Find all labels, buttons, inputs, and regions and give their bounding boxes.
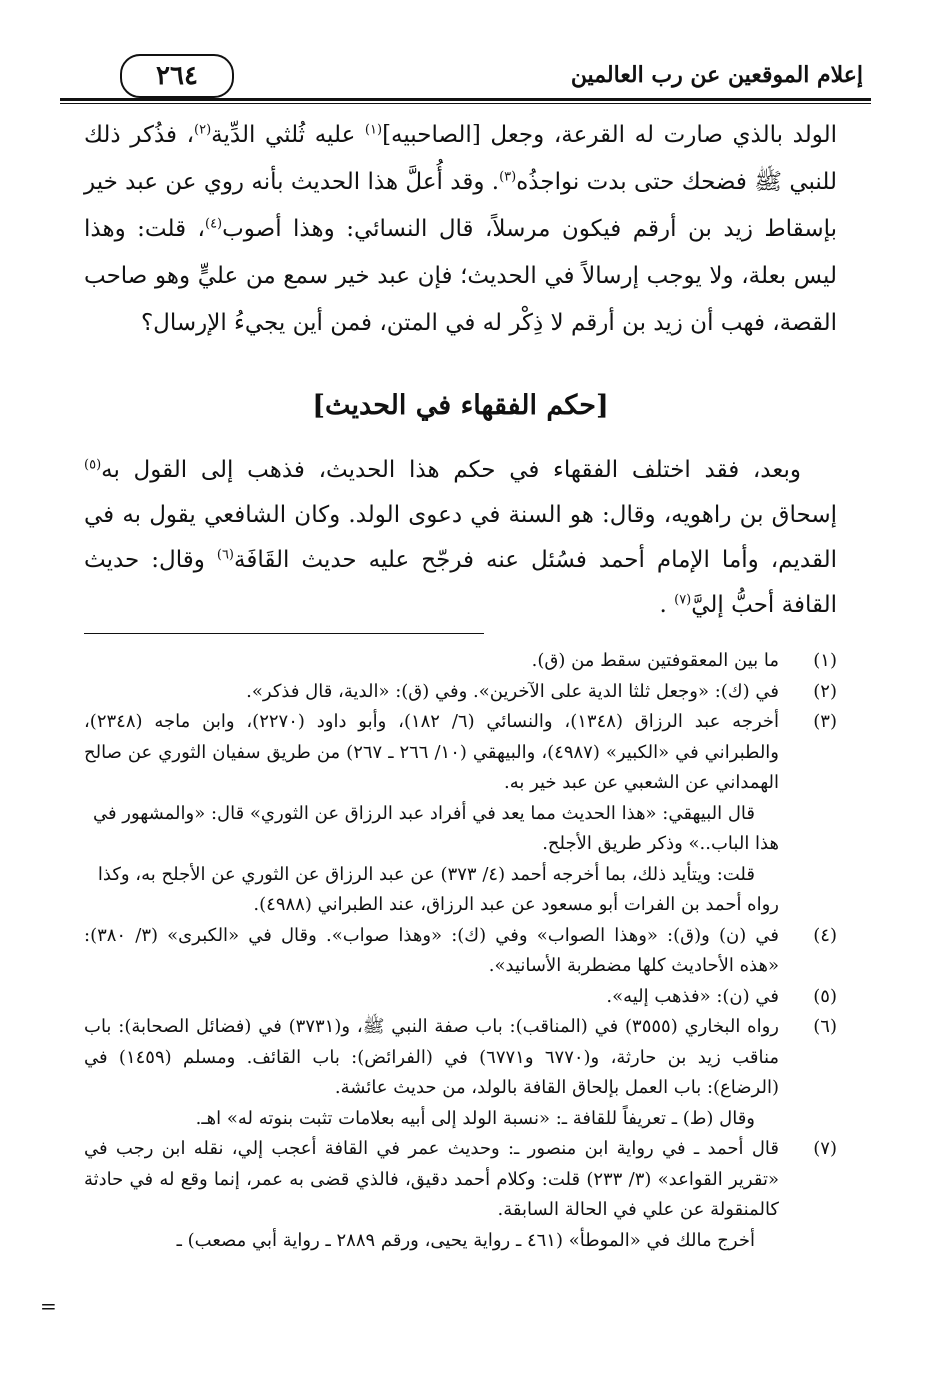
footnote-number: (٤)	[813, 924, 837, 946]
footnote-text: رواه البخاري (٣٥٥٥) في (المناقب): باب صفة النبي ﷺ، و(٣٧٣١) في (فضائل الصحابة): باب مناقب زيد بن حارثة، و(٦٧٧٠ و٦٧٧١) في (الفرائض): باب القائف. ومسلم (١٤٥٩) في (الرضاع): باب العمل بإلحاق القافة بالولد، من حديث عائشة.	[84, 1016, 780, 1098]
footnote-text: أخرج مالك في «الموطأ» (٤٦١ ـ رواية يحيى، ورقم ٢٨٨٩ ـ رواية أبي مصعب) ـ	[176, 1229, 755, 1251]
main-text	[84, 112, 837, 347]
footnote-ref[interactable]: (٥)	[84, 457, 102, 473]
footnote	[84, 921, 837, 982]
text-run: .	[659, 592, 675, 618]
footnote-text: ما بين المعقوفتين سقط من (ق).	[531, 650, 779, 671]
footnote-ref[interactable]: (٣)	[499, 169, 517, 185]
running-header	[60, 56, 871, 100]
paragraph	[84, 448, 837, 628]
footnote-text: في (ن): «فذهب إليه».	[606, 985, 779, 1007]
footnote-number: (٣)	[813, 711, 837, 732]
text-run: ، فذُكر ذلك للنبي ﷺ فضحك حتى بدت نواجذُه	[84, 122, 837, 195]
footnote-number: (٦)	[813, 1016, 837, 1037]
footnote-number: (١)	[813, 650, 837, 671]
section-heading: [حكم الفقهاء في الحديث]	[312, 390, 609, 421]
header-rule	[60, 98, 871, 101]
text-run: عليه ثُلثي الدِّية	[211, 122, 365, 148]
text-run: ، قلت: وهذا ليس بعلة، ولا يوجب إرسالاً في الحديث؛ فإن عبد خير سمع من عليٍّ وهو صاحب القصة، فهب أن زيد بن أرقم لا ذِكْر له في المتن، فمن أين يجيءُ الإرسال؟	[84, 216, 837, 336]
paragraph	[84, 112, 837, 347]
footnote-text: قلت: ويتأيد ذلك، بما أخرجه أحمد (٤/ ٣٧٣) عن عبد الرزاق عن الثوري عن الأجلح به، وكذا رواه أحمد بن الفرات أبو مسعود عن عبد الرزاق، عند الطبراني (٤٩٨٨).	[97, 863, 779, 915]
continuation-mark: =	[40, 1294, 57, 1318]
text-run: إسحاق بن راهويه، وقال: هو السنة في دعوى الولد. وكان الشافعي يقول به في القديم، وأما الإمام أحمد فسُئل عنه فرجّح عليه حديث القَافَة	[84, 502, 837, 573]
header-rule-thin	[60, 103, 871, 104]
footnote	[84, 707, 837, 921]
footnote-ref[interactable]: (٦)	[216, 547, 234, 563]
text-run: الولد بالذي صارت له القرعة، وجعل [الصاحبيه]	[382, 122, 837, 148]
footnote	[84, 646, 837, 677]
footnote-number: (٧)	[813, 1138, 837, 1159]
footnote	[84, 1134, 837, 1256]
footnote-ref[interactable]: (٤)	[204, 216, 223, 232]
footnote-text: وقال (ط) ـ تعريفاً للقافة ـ: «نسبة الولد إلى أبيه بعلامات تثبت بنوته له» اهـ.	[195, 1107, 755, 1129]
footnote	[84, 1012, 837, 1134]
text-run: . وقد أُعلَّ هذا الحديث بأنه روي عن عبد خير بإسقاط زيد بن أرقم فيكون مرسلاً، قال النسائي: وهذا أصوب	[84, 169, 838, 242]
footnote-ref[interactable]: (٢)	[194, 122, 212, 138]
footnote-number: (٥)	[813, 985, 837, 1007]
main-text-2	[84, 448, 837, 628]
footnote-text: في (ك): «وجعل ثلثا الدية على الآخرين». وفي (ق): «الدية، قال فذكر».	[246, 680, 779, 702]
page-number: ٢٦٤	[120, 54, 234, 98]
footnote-separator	[84, 633, 484, 634]
footnote-ref[interactable]: (٧)	[674, 592, 692, 608]
footnote-text: في (ن) و(ق): «وهذا الصواب» وفي (ك): «وهذا صواب». وقال في «الكبرى» (٣/ ٣٨٠): «هذه الأحاديث كلها مضطربة الأسانيد».	[84, 924, 779, 976]
footnote-text: قال أحمد ـ في رواية ابن منصور ـ: وحديث عمر في القافة أعجب إلي، نقله ابن رجب في «تقرير القواعد» (٣/ ٢٣٣) قلت: وكلام أحمد دقيق، فالذي قضى به عمر، إنما وقع له في حادثة كالمنقولة عن علي في الحالة السابقة.	[84, 1138, 779, 1220]
footnote	[84, 677, 837, 708]
footnote	[84, 982, 837, 1013]
footnote-ref[interactable]: (١)	[364, 122, 383, 138]
text-run: وبعد، فقد اختلف الفقهاء في حكم هذا الحديث، فذهب إلى القول به	[101, 457, 801, 483]
footnote-text: أخرجه عبد الرزاق (١٣٤٨)، والنسائي (٦/ ١٨٢)، وأبو داود (٢٢٧٠)، وابن ماجه (٢٣٤٨)، والطبراني في «الكبير» (٤٩٨٧)، والبيهقي (١٠/ ٢٦٦ ـ ٢٦٧) من طريق سفيان الثوري عن صالح الهمداني عن الشعبي عن عبد خير به.	[84, 711, 780, 793]
footnote-number: (٢)	[813, 680, 837, 702]
text-run: وقال: حديث القافة أحبُّ إليَّ	[84, 547, 837, 618]
book-title: إعلام الموقعين عن رب العالمين	[570, 62, 863, 88]
footnotes	[84, 646, 837, 1256]
footnote-text: قال البيهقي: «هذا الحديث مما يعد في أفراد عبد الرزاق عن الثوري» قال: «والمشهور في هذا الباب..» وذكر طريق الأجلح.	[92, 802, 779, 854]
